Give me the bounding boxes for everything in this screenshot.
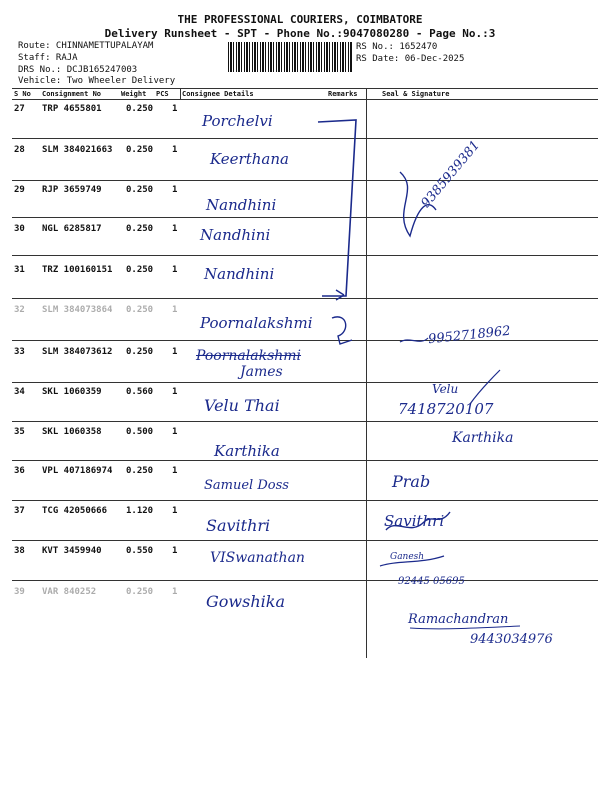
signature-scribble bbox=[470, 370, 500, 404]
row-sno: 33 bbox=[14, 347, 25, 357]
row-weight: 0.250 bbox=[126, 466, 154, 476]
handwritten-consignee: Poornalakshmi bbox=[200, 314, 313, 332]
handwritten-consignee: Samuel Doss bbox=[204, 478, 289, 493]
row-weight: 0.250 bbox=[126, 347, 154, 357]
signature-name: Karthika bbox=[452, 430, 514, 446]
row-sno: 28 bbox=[14, 145, 25, 155]
col-consignee: Consignee Details bbox=[182, 90, 254, 98]
row-sno: 39 bbox=[14, 587, 25, 597]
signature-phone: 7418720107 bbox=[398, 400, 494, 418]
row-consignment: TRP 4655801 bbox=[42, 104, 102, 114]
row-consignment: SLM 384073864 bbox=[42, 305, 113, 315]
row-sno: 32 bbox=[14, 305, 25, 315]
row-pcs: 1 bbox=[172, 387, 178, 397]
row-sno: 34 bbox=[14, 387, 25, 397]
handwritten-consignee: Keerthana bbox=[210, 150, 289, 168]
col-weight: Weight bbox=[121, 90, 147, 98]
row-consignment: SKL 1060358 bbox=[42, 427, 102, 437]
row-sno: 38 bbox=[14, 546, 25, 556]
row-weight: 0.250 bbox=[126, 104, 154, 114]
row-sno: 30 bbox=[14, 224, 25, 234]
drs-label: DRS No.: DCJB165247003 bbox=[18, 65, 138, 75]
row-sno: 36 bbox=[14, 466, 25, 476]
row-pcs: 1 bbox=[172, 265, 178, 275]
handwritten-consignee: Nandhini bbox=[206, 196, 277, 214]
signature-underline bbox=[410, 626, 520, 629]
handwritten-consignee: Porchelvi bbox=[202, 112, 273, 130]
signature-name: Ganesh bbox=[390, 552, 425, 562]
row-weight: 0.250 bbox=[126, 587, 154, 597]
row-pcs: 1 bbox=[172, 587, 178, 597]
row-sno: 31 bbox=[14, 265, 25, 275]
handwritten-consignee-struck: Poornalakshmi bbox=[196, 348, 302, 364]
question-mark-stroke bbox=[332, 317, 352, 344]
col-seal-signature: Seal & Signature bbox=[382, 90, 450, 98]
row-consignment: VPL 407186974 bbox=[42, 466, 113, 476]
handwritten-consignee: Gowshika bbox=[206, 592, 285, 611]
runsheet-subtitle: Delivery Runsheet - SPT - Phone No.:9047080280 - Page No.:3 bbox=[104, 27, 496, 40]
col-remarks: Remarks bbox=[328, 90, 358, 98]
signature-phone: 92445 05695 bbox=[398, 576, 465, 587]
row-sno: 27 bbox=[14, 104, 25, 114]
signature-scribble bbox=[400, 172, 436, 236]
row-consignment: VAR 840252 bbox=[42, 587, 97, 597]
row-pcs: 1 bbox=[172, 506, 178, 516]
row-pcs: 1 bbox=[172, 145, 178, 155]
row-weight: 0.250 bbox=[126, 185, 154, 195]
col-consignment: Consignment No bbox=[42, 90, 102, 98]
handwritten-consignee: Nandhini bbox=[204, 265, 275, 283]
row-weight: 0.250 bbox=[126, 145, 154, 155]
handwritten-consignee: Karthika bbox=[214, 442, 280, 460]
arrow-stroke bbox=[336, 290, 344, 300]
row-consignment: TRZ 100160151 bbox=[42, 265, 113, 275]
row-pcs: 1 bbox=[172, 104, 178, 114]
signature-name: Velu bbox=[432, 382, 459, 396]
handwritten-consignee: Velu Thai bbox=[204, 396, 280, 415]
col-pcs: PCS bbox=[156, 90, 169, 98]
row-consignment: SLM 384073612 bbox=[42, 347, 113, 357]
row-sno: 29 bbox=[14, 185, 25, 195]
row-weight: 0.550 bbox=[126, 546, 154, 556]
row-pcs: 1 bbox=[172, 427, 178, 437]
handwritten-consignee: Nandhini bbox=[200, 226, 271, 244]
row-pcs: 1 bbox=[172, 224, 178, 234]
row-weight: 1.120 bbox=[126, 506, 154, 516]
row-pcs: 1 bbox=[172, 305, 178, 315]
row-sno: 37 bbox=[14, 506, 25, 516]
row-weight: 0.250 bbox=[126, 265, 154, 275]
row-consignment: SKL 1060359 bbox=[42, 387, 102, 397]
route-label: Route: CHINNAMETTUPALAYAM bbox=[18, 41, 154, 51]
bracket-stroke bbox=[318, 120, 356, 296]
handwritten-consignee-correction: James bbox=[240, 364, 283, 380]
rs-date: RS Date: 06-Dec-2025 bbox=[356, 54, 465, 64]
handwritten-consignee: Savithri bbox=[206, 516, 271, 535]
col-sno: S No bbox=[14, 90, 31, 98]
row-pcs: 1 bbox=[172, 185, 178, 195]
staff-label: Staff: RAJA bbox=[18, 53, 78, 63]
signature-scribble bbox=[386, 512, 450, 530]
signature-phone: 9952718962 bbox=[427, 323, 512, 348]
row-consignment: SLM 384021663 bbox=[42, 145, 113, 155]
row-weight: 0.500 bbox=[126, 427, 154, 437]
rs-number: RS No.: 1652470 bbox=[356, 42, 438, 52]
company-title: THE PROFESSIONAL COURIERS, COIMBATORE bbox=[177, 13, 423, 26]
handwritten-consignee: VISwanathan bbox=[210, 550, 305, 566]
signature-name: Prab bbox=[392, 472, 431, 491]
signature-phone: 9443034976 bbox=[470, 632, 553, 647]
row-weight: 0.250 bbox=[126, 305, 154, 315]
row-consignment: RJP 3659749 bbox=[42, 185, 102, 195]
signature-name: Ramachandran bbox=[408, 612, 509, 627]
row-sno: 35 bbox=[14, 427, 25, 437]
row-pcs: 1 bbox=[172, 466, 178, 476]
signature-name: Savithri bbox=[384, 512, 445, 530]
signature-scribble bbox=[380, 556, 444, 566]
row-weight: 0.560 bbox=[126, 387, 154, 397]
row-weight: 0.250 bbox=[126, 224, 154, 234]
signature-scribble bbox=[400, 338, 428, 342]
row-pcs: 1 bbox=[172, 546, 178, 556]
row-consignment: KVT 3459940 bbox=[42, 546, 102, 556]
row-pcs: 1 bbox=[172, 347, 178, 357]
row-consignment: NGL 6285817 bbox=[42, 224, 102, 234]
row-consignment: TCG 42050666 bbox=[42, 506, 108, 516]
signature-phone: 9385939381 bbox=[418, 137, 484, 211]
vehicle-label: Vehicle: Two Wheeler Delivery bbox=[18, 76, 176, 86]
